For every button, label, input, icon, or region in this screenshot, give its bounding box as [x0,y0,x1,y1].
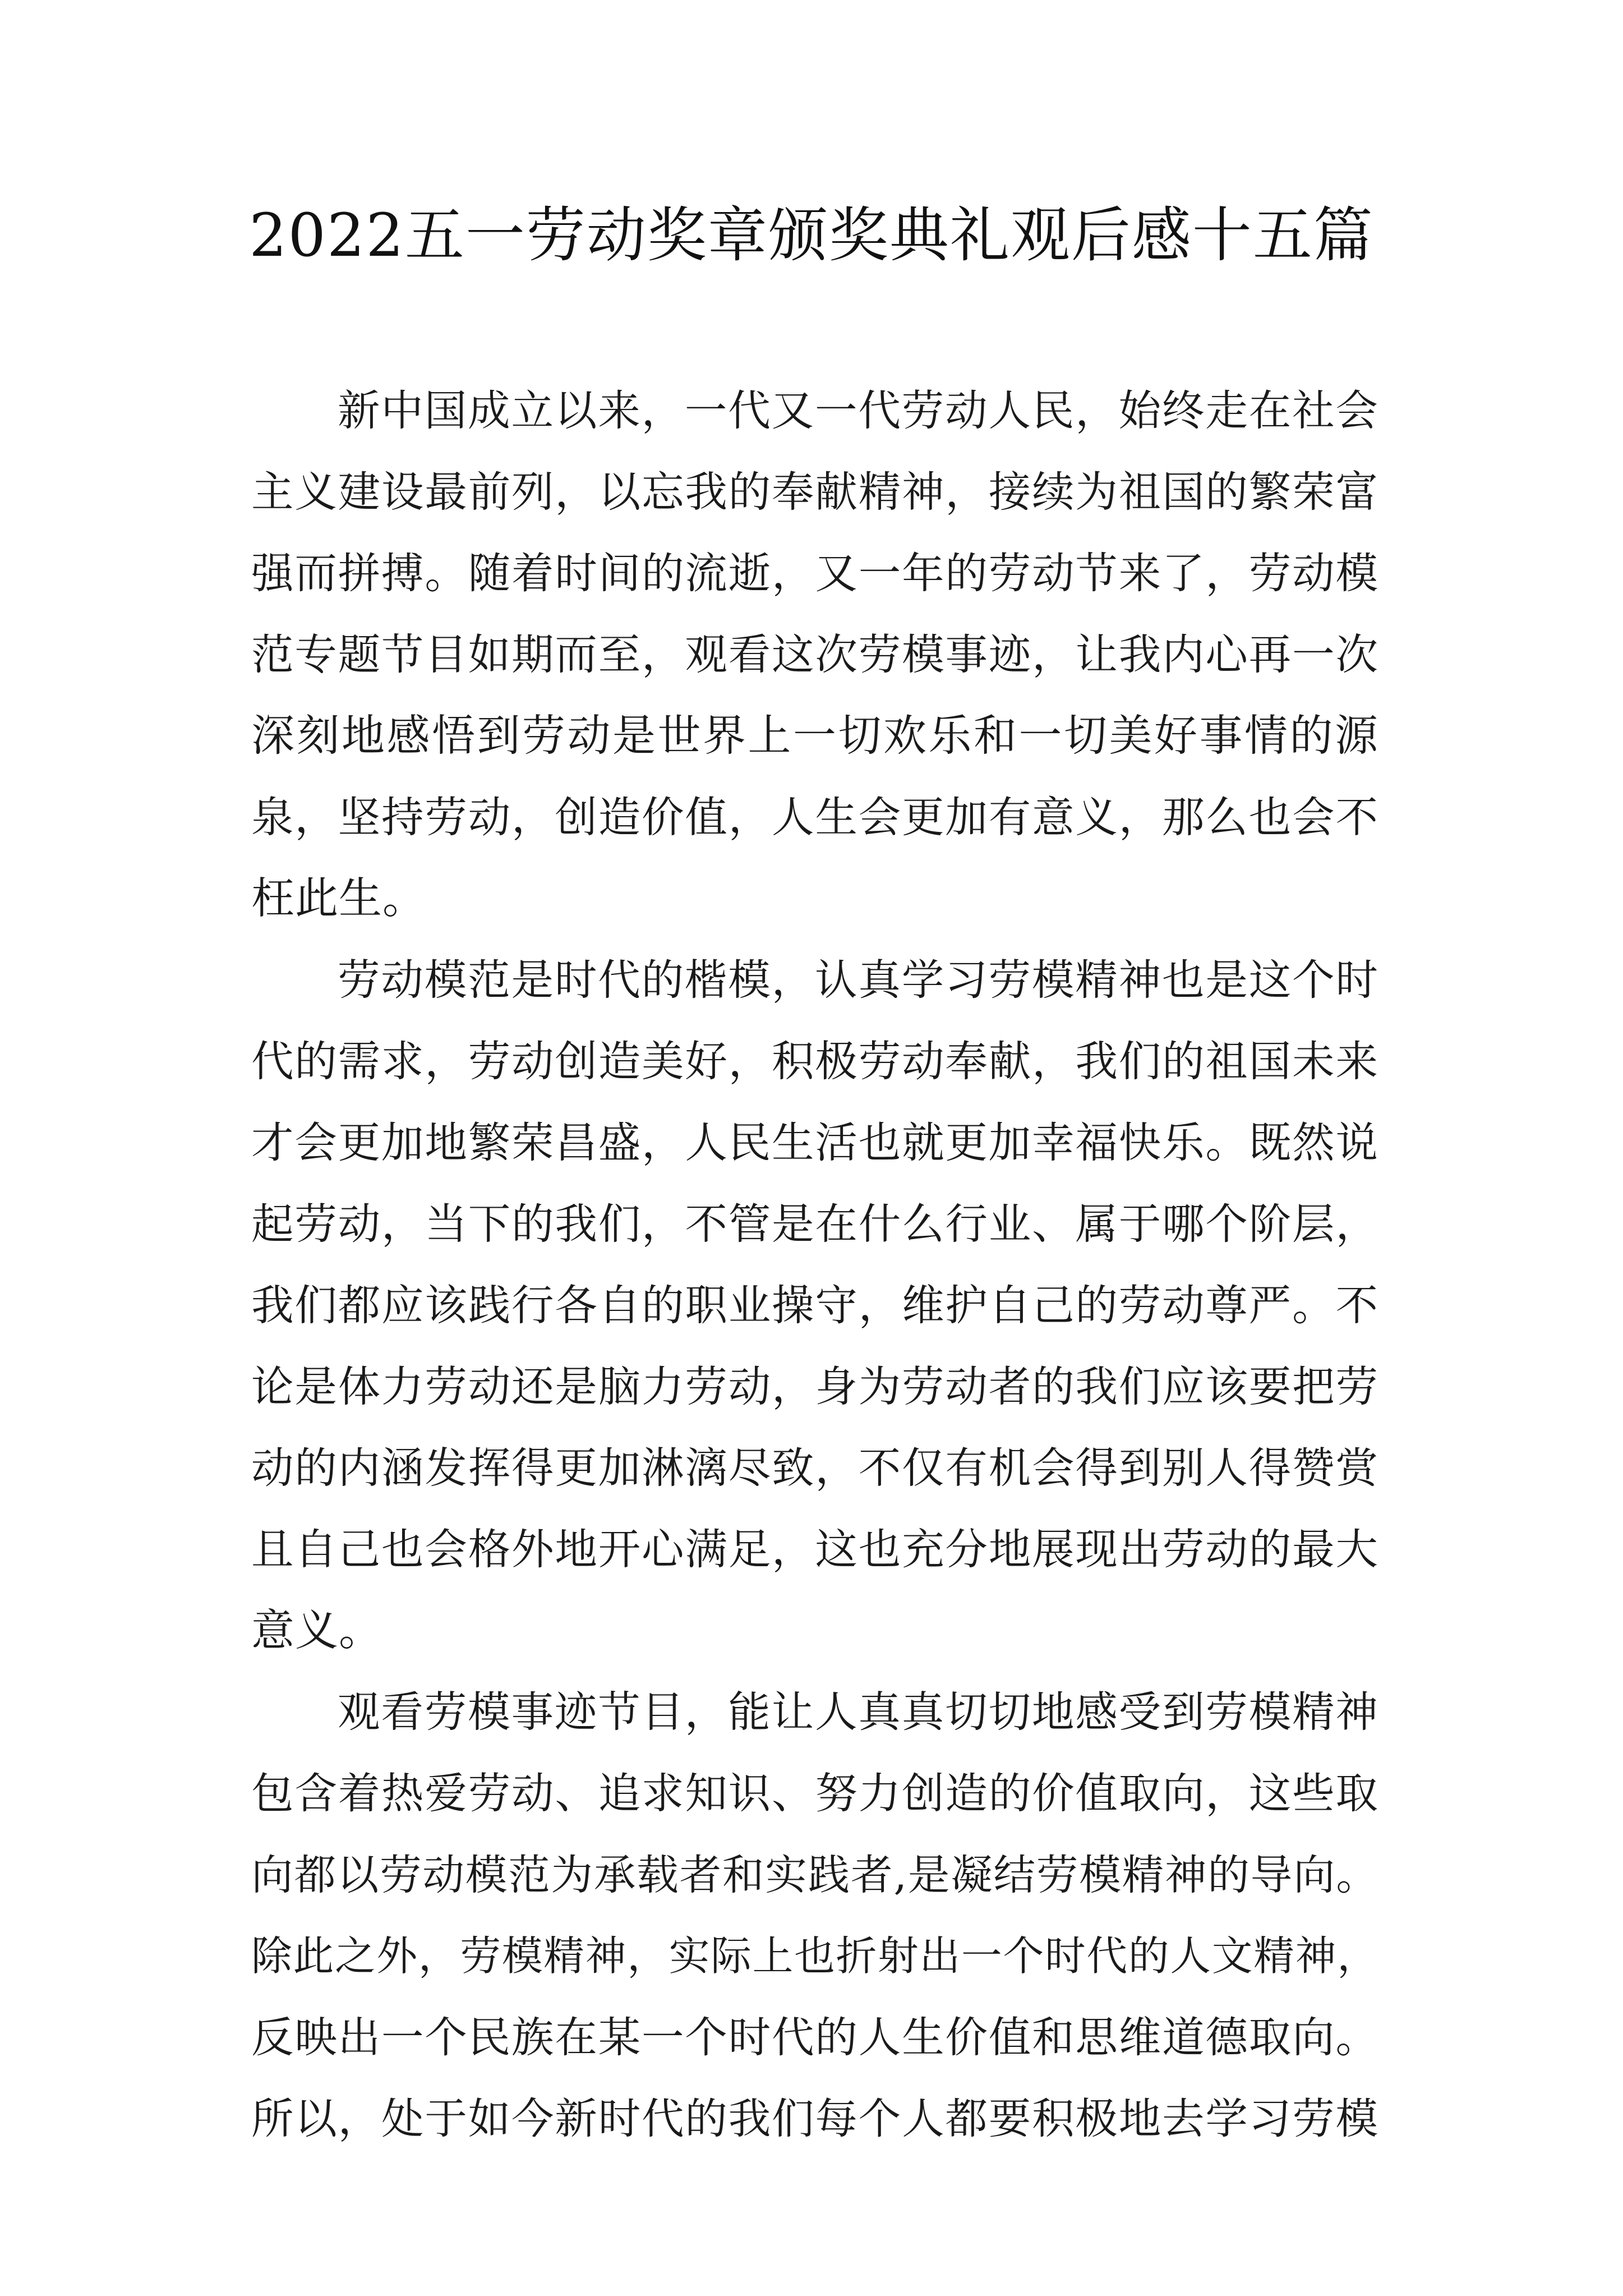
text-line: 我们都应该践行各自的职业操守，维护自己的劳动尊严。不 [251,1281,1378,1330]
text-line: 包含着热爱劳动、追求知识、努力创造的价值取向，这些取 [251,1769,1378,1818]
text-line: 所以，处于如今新时代的我们每个人都要积极地去学习劳模 [251,2094,1378,2143]
text-line: 动的内涵发挥得更加淋漓尽致，不仅有机会得到别人得赞赏 [251,1443,1378,1493]
text-line: 除此之外，劳模精神，实际上也折射出一个时代的人文精神， [251,1932,1378,1980]
text-line: 意义。 [251,1606,382,1656]
document-body [251,370,1378,2160]
text-line: 且自己也会格外地开心满足，这也充分地展现出劳动的最大 [251,1525,1378,1574]
text-line: 强而拼搏。随着时间的流逝，又一年的劳动节来了，劳动模 [251,549,1378,598]
text-line: 深刻地感悟到劳动是世界上一切欢乐和一切美好事情的源 [251,711,1378,761]
text-line: 反映出一个民族在某一个时代的人生价值和思维道德取向。 [251,2013,1378,2062]
text-line: 向都以劳动模范为承载者和实践者,是凝结劳模精神的导向。 [251,1851,1378,1899]
text-line: 才会更加地繁荣昌盛，人民生活也就更加幸福快乐。既然说 [251,1118,1378,1167]
text-line: 代的需求，劳动创造美好，积极劳动奉献，我们的祖国未来 [251,1037,1378,1086]
text-line: 主义建设最前列，以忘我的奉献精神，接续为祖国的繁荣富 [251,467,1378,517]
text-line: 起劳动，当下的我们，不管是在什么行业、属于哪个阶层， [251,1199,1378,1249]
document-title: 2022五一劳动奖章颁奖典礼观后感十五篇 [249,201,1374,270]
text-line: 观看劳模事迹节目，能让人真真切切地感受到劳模精神 [338,1687,1378,1737]
text-line: 范专题节目如期而至，观看这次劳模事迹，让我内心再一次 [251,630,1378,679]
text-line: 枉此生。 [251,874,426,924]
text-line: 泉，坚持劳动，创造价值，人生会更加有意义，那么也会不 [251,793,1378,842]
text-line: 论是体力劳动还是脑力劳动，身为劳动者的我们应该要把劳 [251,1362,1378,1411]
text-line: 劳动模范是时代的楷模，认真学习劳模精神也是这个时 [338,955,1378,1005]
text-line: 新中国成立以来，一代又一代劳动人民，始终走在社会 [338,386,1378,435]
